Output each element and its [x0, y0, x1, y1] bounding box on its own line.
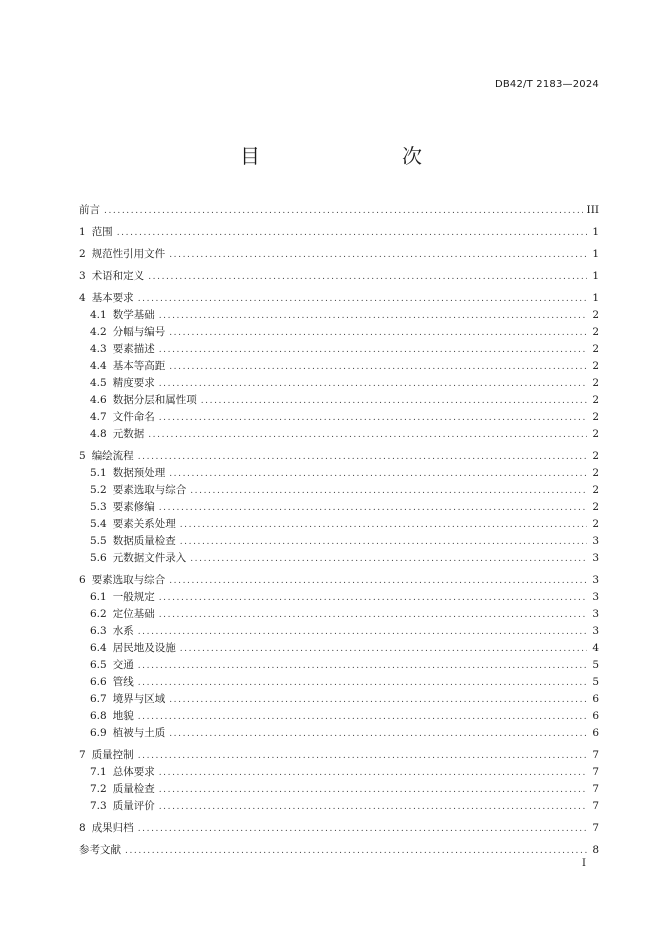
- toc-entry-number: 5.2: [90, 484, 107, 496]
- toc-leader-dots: [169, 692, 587, 709]
- toc-leader-dots: [180, 641, 587, 658]
- toc-entry-label: [79, 268, 144, 285]
- toc-entry-page: 5: [592, 659, 599, 671]
- toc-subentry[interactable]: [79, 409, 599, 426]
- toc-entry-number: 6.7: [90, 693, 107, 705]
- toc-entry[interactable]: [79, 246, 599, 263]
- toc-entry-label: [90, 482, 186, 499]
- toc-entry-label: [90, 324, 165, 341]
- toc-entry-number: 4.2: [90, 326, 107, 338]
- toc-entry-number: 7.2: [90, 783, 107, 795]
- toc-entry-label: [90, 341, 155, 358]
- toc-entry-text: 成果归档: [91, 822, 134, 834]
- toc-entry-number: 7.3: [90, 800, 107, 812]
- toc-entry-page: III: [586, 204, 599, 216]
- toc-entry-text: 质量检查: [112, 783, 155, 795]
- toc-leader-dots: [138, 624, 587, 641]
- toc-leader-dots: [169, 466, 587, 483]
- toc-entry-number: 8: [79, 822, 86, 834]
- toc-entry-number: 5.5: [90, 535, 107, 547]
- toc-subentry[interactable]: [79, 606, 599, 623]
- toc-entry-number: 7: [79, 749, 86, 761]
- toc-leader-dots: [159, 500, 587, 517]
- toc-entry-page: 3: [592, 574, 599, 586]
- toc-leader-dots: [159, 376, 587, 393]
- toc-subentry[interactable]: [79, 691, 599, 708]
- toc-entry-label: [90, 516, 176, 533]
- toc-entry-label: [90, 781, 155, 798]
- toc-entry-page: 2: [592, 309, 599, 321]
- toc-entry-label: [90, 409, 155, 426]
- toc-leader-dots: [104, 203, 583, 220]
- toc-leader-dots: [159, 308, 587, 325]
- toc-leader-dots: [138, 709, 587, 726]
- toc-entry-label: [79, 448, 134, 465]
- toc-entry-label: [79, 202, 100, 219]
- toc-leader-dots: [169, 726, 587, 743]
- toc-entry-text: 一般规定: [112, 591, 155, 603]
- toc-entry-page: 2: [592, 501, 599, 513]
- toc-entry-page: 5: [592, 676, 599, 688]
- toc-leader-dots: [159, 607, 587, 624]
- toc-entry-number: 6.5: [90, 659, 107, 671]
- toc-leader-dots: [138, 675, 587, 692]
- toc-entry-label: [90, 657, 134, 674]
- toc-entry-label: [90, 375, 155, 392]
- toc-entry-page: 2: [592, 326, 599, 338]
- toc-entry[interactable]: [79, 572, 599, 589]
- toc-entry-label: [90, 499, 155, 516]
- toc-title: 目 次: [240, 144, 456, 168]
- toc-leader-dots: [138, 291, 587, 308]
- toc-entry-page: 7: [592, 822, 599, 834]
- toc-entry-text: 范围: [91, 226, 113, 238]
- page-number: I: [582, 858, 586, 869]
- toc-subentry[interactable]: [79, 324, 599, 341]
- toc-leader-dots: [190, 483, 587, 500]
- toc-subentry[interactable]: [79, 375, 599, 392]
- toc-entry-number: 6.9: [90, 727, 107, 739]
- toc-subentry[interactable]: [79, 764, 599, 781]
- toc-subentry[interactable]: [79, 725, 599, 742]
- toc-entry-number: 4.6: [90, 394, 107, 406]
- toc-entry-text: 基本等高距: [112, 360, 166, 372]
- toc-subentry[interactable]: [79, 798, 599, 815]
- toc-entry-label: [90, 691, 165, 708]
- toc-entry[interactable]: [79, 820, 599, 837]
- toc-entry-number: 4: [79, 292, 86, 304]
- toc-entry-text: 规范性引用文件: [91, 248, 166, 260]
- toc-entry-label: [79, 246, 165, 263]
- toc-subentry[interactable]: [79, 589, 599, 606]
- toc-leader-dots: [180, 534, 587, 551]
- toc-entry-label: [90, 550, 186, 567]
- toc-entry-label: [90, 358, 165, 375]
- toc-entry-number: 4.5: [90, 377, 107, 389]
- toc-entry-page: 4: [592, 642, 599, 654]
- toc-leader-dots: [201, 393, 587, 410]
- toc-entry-label: [90, 623, 134, 640]
- toc-subentry[interactable]: [79, 533, 599, 550]
- toc-entry-label: [79, 224, 113, 241]
- toc-entry-label: [90, 764, 155, 781]
- toc-entry-text: 质量控制: [91, 749, 134, 761]
- toc-entry-text: 数据预处理: [112, 467, 166, 479]
- toc-leader-dots: [169, 573, 587, 590]
- toc-entry-page: 2: [592, 377, 599, 389]
- toc-entry-number: 6.8: [90, 710, 107, 722]
- toc-entry-page: 2: [592, 394, 599, 406]
- toc-entry[interactable]: [79, 202, 599, 219]
- toc-entry-text: 文件命名: [112, 411, 155, 423]
- toc-leader-dots: [125, 843, 587, 860]
- toc-subentry[interactable]: [79, 516, 599, 533]
- toc-leader-dots: [180, 517, 587, 534]
- toc-entry-page: 3: [592, 552, 599, 564]
- toc-entry-text: 参考文献: [79, 844, 121, 856]
- toc-leader-dots: [138, 821, 587, 838]
- toc-entry-page: 2: [592, 428, 599, 440]
- toc-entry-page: 6: [592, 693, 599, 705]
- toc-entry[interactable]: [79, 268, 599, 285]
- toc-entry[interactable]: [79, 842, 599, 859]
- toc-entry-page: 1: [592, 270, 599, 282]
- toc-entry-page: 2: [592, 360, 599, 372]
- toc-entry-page: 2: [592, 343, 599, 355]
- toc-entry-text: 要素关系处理: [112, 518, 176, 530]
- toc-subentry[interactable]: [79, 392, 599, 409]
- toc-entry-page: 6: [592, 727, 599, 739]
- toc-leader-dots: [159, 410, 587, 427]
- toc-subentry[interactable]: [79, 781, 599, 798]
- toc-entry-number: 4.8: [90, 428, 107, 440]
- toc-entry-text: 精度要求: [112, 377, 155, 389]
- toc-entry-label: [90, 533, 176, 550]
- toc-entry-number: 4.7: [90, 411, 107, 423]
- toc-entry-page: 2: [592, 450, 599, 462]
- toc-entry-number: 5: [79, 450, 86, 462]
- toc-entry-label: [90, 674, 134, 691]
- toc-entry-page: 2: [592, 467, 599, 479]
- toc-leader-dots: [138, 449, 587, 466]
- toc-entry-number: 3: [79, 270, 86, 282]
- toc-entry-page: 6: [592, 710, 599, 722]
- toc-entry-text: 要素选取与综合: [91, 574, 166, 586]
- toc-leader-dots: [190, 551, 587, 568]
- toc-entry-number: 7.1: [90, 766, 107, 778]
- toc-entry-text: 要素选取与综合: [112, 484, 187, 496]
- toc-leader-dots: [148, 269, 587, 286]
- toc-entry-number: 4.1: [90, 309, 107, 321]
- toc-entry-page: 7: [592, 766, 599, 778]
- toc-leader-dots: [169, 247, 587, 264]
- toc-subentry[interactable]: [79, 640, 599, 657]
- toc-leader-dots: [159, 765, 587, 782]
- toc-entry-text: 基本要求: [91, 292, 134, 304]
- toc-entry-page: 1: [592, 292, 599, 304]
- toc-leader-dots: [159, 782, 587, 799]
- toc-subentry[interactable]: [79, 358, 599, 375]
- toc-subentry[interactable]: [79, 674, 599, 691]
- toc-entry-label: [79, 747, 134, 764]
- toc-entry-label: [90, 307, 155, 324]
- toc-entry-number: 5.4: [90, 518, 107, 530]
- toc-entry-text: 居民地及设施: [112, 642, 176, 654]
- toc-entry-label: [90, 606, 155, 623]
- toc-entry-text: 数学基础: [112, 309, 155, 321]
- toc-subentry[interactable]: [79, 426, 599, 443]
- toc-entry-page: 2: [592, 518, 599, 530]
- toc-entry-number: 1: [79, 226, 86, 238]
- toc-leader-dots: [117, 225, 587, 242]
- toc-entry-page: 3: [592, 535, 599, 547]
- document-id: DB42/T 2183—2024: [494, 79, 599, 90]
- toc-entry-label: [79, 820, 134, 837]
- toc-entry-number: 6.1: [90, 591, 107, 603]
- toc-entry-text: 境界与区域: [112, 693, 166, 705]
- toc-entry-page: 8: [592, 844, 599, 856]
- toc-entry-text: 数据分层和属性项: [112, 394, 197, 406]
- toc-entry-page: 1: [592, 226, 599, 238]
- toc-entry-text: 定位基础: [112, 608, 155, 620]
- toc-entry-text: 数据质量检查: [112, 535, 176, 547]
- toc-entry[interactable]: [79, 448, 599, 465]
- toc-entry-text: 交通: [112, 659, 134, 671]
- toc-entry-text: 前言: [79, 204, 100, 216]
- toc-entry-number: 6.6: [90, 676, 107, 688]
- toc-entry-text: 地貌: [112, 710, 134, 722]
- table-of-contents: [79, 202, 599, 859]
- toc-entry[interactable]: [79, 290, 599, 307]
- toc-entry-text: 编绘流程: [91, 450, 134, 462]
- toc-entry-text: 植被与土质: [112, 727, 166, 739]
- toc-entry-number: 4.4: [90, 360, 107, 372]
- toc-entry-page: 2: [592, 411, 599, 423]
- toc-entry-text: 管线: [112, 676, 134, 688]
- toc-entry-number: 4.3: [90, 343, 107, 355]
- toc-entry-text: 质量评价: [112, 800, 155, 812]
- toc-entry-label: [79, 572, 165, 589]
- toc-subentry[interactable]: [79, 708, 599, 725]
- toc-entry-number: 6.4: [90, 642, 107, 654]
- toc-entry-label: [90, 392, 197, 409]
- toc-entry-text: 术语和定义: [91, 270, 145, 282]
- toc-leader-dots: [159, 799, 587, 816]
- toc-entry-text: 要素修编: [112, 501, 155, 513]
- toc-entry[interactable]: [79, 747, 599, 764]
- toc-entry-text: 分幅与编号: [112, 326, 166, 338]
- toc-leader-dots: [169, 359, 587, 376]
- toc-subentry[interactable]: [79, 341, 599, 358]
- toc-entry-text: 总体要求: [112, 766, 155, 778]
- toc-entry-page: 3: [592, 625, 599, 637]
- toc-entry-label: [90, 465, 165, 482]
- toc-subentry[interactable]: [79, 623, 599, 640]
- toc-entry-page: 1: [592, 248, 599, 260]
- toc-entry-text: 水系: [112, 625, 134, 637]
- toc-entry-label: [79, 290, 134, 307]
- toc-entry-number: 6.3: [90, 625, 107, 637]
- toc-entry-text: 元数据: [112, 428, 145, 440]
- toc-entry-number: 5.6: [90, 552, 107, 564]
- toc-leader-dots: [159, 590, 587, 607]
- toc-entry-number: 2: [79, 248, 86, 260]
- toc-entry-page: 3: [592, 591, 599, 603]
- toc-subentry[interactable]: [79, 657, 599, 674]
- toc-entry-number: 6.2: [90, 608, 107, 620]
- toc-subentry[interactable]: [79, 499, 599, 516]
- toc-entry-number: 6: [79, 574, 86, 586]
- toc-entry-label: [90, 426, 144, 443]
- toc-entry-label: [90, 708, 134, 725]
- toc-entry-text: 元数据文件录入: [112, 552, 187, 564]
- toc-subentry[interactable]: [79, 550, 599, 567]
- toc-entry-page: 3: [592, 608, 599, 620]
- toc-leader-dots: [148, 427, 587, 444]
- toc-entry-label: [90, 589, 155, 606]
- toc-subentry[interactable]: [79, 465, 599, 482]
- toc-entry-page: 7: [592, 800, 599, 812]
- toc-leader-dots: [138, 658, 587, 675]
- toc-leader-dots: [169, 325, 587, 342]
- toc-entry-page: 2: [592, 484, 599, 496]
- toc-entry-label: [90, 798, 155, 815]
- toc-entry-number: 5.1: [90, 467, 107, 479]
- toc-leader-dots: [159, 342, 587, 359]
- toc-entry-label: [90, 640, 176, 657]
- toc-subentry[interactable]: [79, 482, 599, 499]
- toc-entry-label: [90, 725, 165, 742]
- toc-entry-page: 7: [592, 749, 599, 761]
- toc-entry-number: 5.3: [90, 501, 107, 513]
- toc-leader-dots: [138, 748, 587, 765]
- toc-entry-label: [79, 842, 121, 859]
- toc-entry-page: 7: [592, 783, 599, 795]
- toc-subentry[interactable]: [79, 307, 599, 324]
- toc-entry-text: 要素描述: [112, 343, 155, 355]
- toc-entry[interactable]: [79, 224, 599, 241]
